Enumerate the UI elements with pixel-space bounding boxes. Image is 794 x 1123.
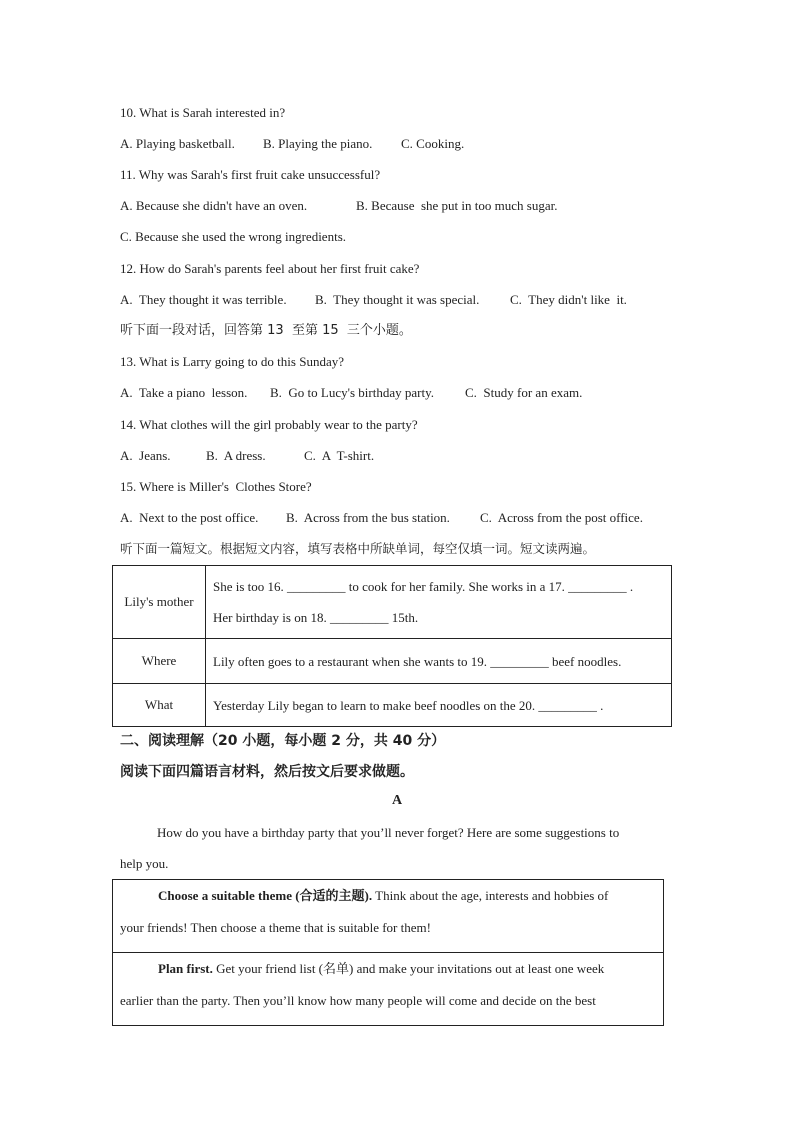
passage-intro-line-2: help you.	[120, 856, 169, 871]
q14-option-a: A. Jeans.	[120, 448, 171, 463]
section-2-title: 二、阅读理解（20 小题，每小题 2 分，共 40 分）	[120, 733, 446, 749]
q13-option-a: A. Take a piano lesson.	[120, 385, 248, 400]
row-line: Lily often goes to a restaurant when she wants to 19. _________ beef noodles.	[213, 653, 622, 669]
q15-option-b: B. Across from the bus station.	[286, 510, 450, 525]
tip-line: your friends! Then choose a theme that is suitable for them!	[120, 920, 431, 935]
q12-option-b: B. They thought it was special.	[315, 292, 480, 307]
tip-heading: Choose a suitable theme (合适的主题).	[158, 888, 373, 903]
q11-option-c: C. Because she used the wrong ingredients.	[120, 229, 347, 244]
row-content	[206, 684, 672, 727]
tip-line	[120, 880, 656, 912]
q13-option-b: B. Go to Lucy's birthday party.	[270, 385, 434, 400]
q11-option-a: A. Because she didn't have an oven.	[120, 198, 308, 213]
row-label: What	[113, 684, 206, 727]
table-row	[113, 684, 672, 727]
question-15: 15. Where is Miller's Clothes Store?	[120, 479, 312, 494]
q15-option-a: A. Next to the post office.	[120, 510, 259, 525]
q15-option-c: C. Across from the post office.	[480, 510, 643, 525]
tip-text: Think about the age, interests and hobbies of	[372, 888, 609, 903]
q12-option-c: C. They didn't like it.	[510, 292, 627, 307]
question-14: 14. What clothes will the girl probably wear to the party?	[120, 417, 418, 432]
question-10: 10. What is Sarah interested in?	[120, 105, 286, 120]
tip-heading: Plan first.	[158, 961, 213, 976]
section-2-instruction: 阅读下面四篇语言材料，然后按文后要求做题。	[120, 764, 414, 780]
row-content	[206, 566, 672, 639]
tip-box-plan	[112, 952, 664, 1026]
passage-label: A	[391, 793, 403, 808]
instruction-passage: 听下面一篇短文。根据短文内容，填写表格中所缺单词，每空仅填一词。短文读两遍。	[120, 541, 596, 556]
row-line: She is too 16. _________ to cook for her family. She works in a 17. _________ .	[213, 579, 634, 594]
question-12: 12. How do Sarah's parents feel about her first fruit cake?	[120, 261, 420, 276]
row-content	[206, 639, 672, 684]
q14-option-c: C. A T-shirt.	[304, 448, 375, 463]
question-13: 13. What is Larry going to do this Sunday?	[120, 354, 344, 369]
tip-line	[120, 953, 656, 985]
q10-option-a: A. Playing basketball.	[120, 136, 235, 151]
q10-option-b: B. Playing the piano.	[263, 136, 373, 151]
q14-option-b: B. A dress.	[206, 448, 266, 463]
row-line: Yesterday Lily began to learn to make beef noodles on the 20. _________ .	[213, 697, 604, 713]
row-line: Her birthday is on 18. _________ 15th.	[213, 610, 419, 625]
tip-box-theme	[112, 879, 664, 953]
tip-line: earlier than the party. Then you’ll know how many people will come and decide on the best	[120, 993, 596, 1008]
q12-option-a: A. They thought it was terrible.	[120, 292, 287, 307]
fill-in-table	[112, 565, 672, 727]
row-label: Lily's mother	[113, 566, 206, 639]
q10-option-c: C. Cooking.	[401, 136, 465, 151]
table-row	[113, 566, 672, 639]
q11-option-b: B. Because she put in too much sugar.	[356, 198, 558, 213]
tip-text: Get your friend list (名单) and make your invitations out at least one week	[212, 961, 605, 976]
table-row	[113, 639, 672, 684]
row-label: Where	[113, 639, 206, 684]
question-11: 11. Why was Sarah's first fruit cake unsuccessful?	[120, 167, 381, 182]
passage-intro-line-1: How do you have a birthday party that you’ll never forget? Here are some suggestions to	[157, 825, 620, 840]
instruction-dialogue: 听下面一段对话，回答第 13 至第 15 三个小题。	[120, 323, 412, 338]
q13-option-c: C. Study for an exam.	[465, 385, 583, 400]
